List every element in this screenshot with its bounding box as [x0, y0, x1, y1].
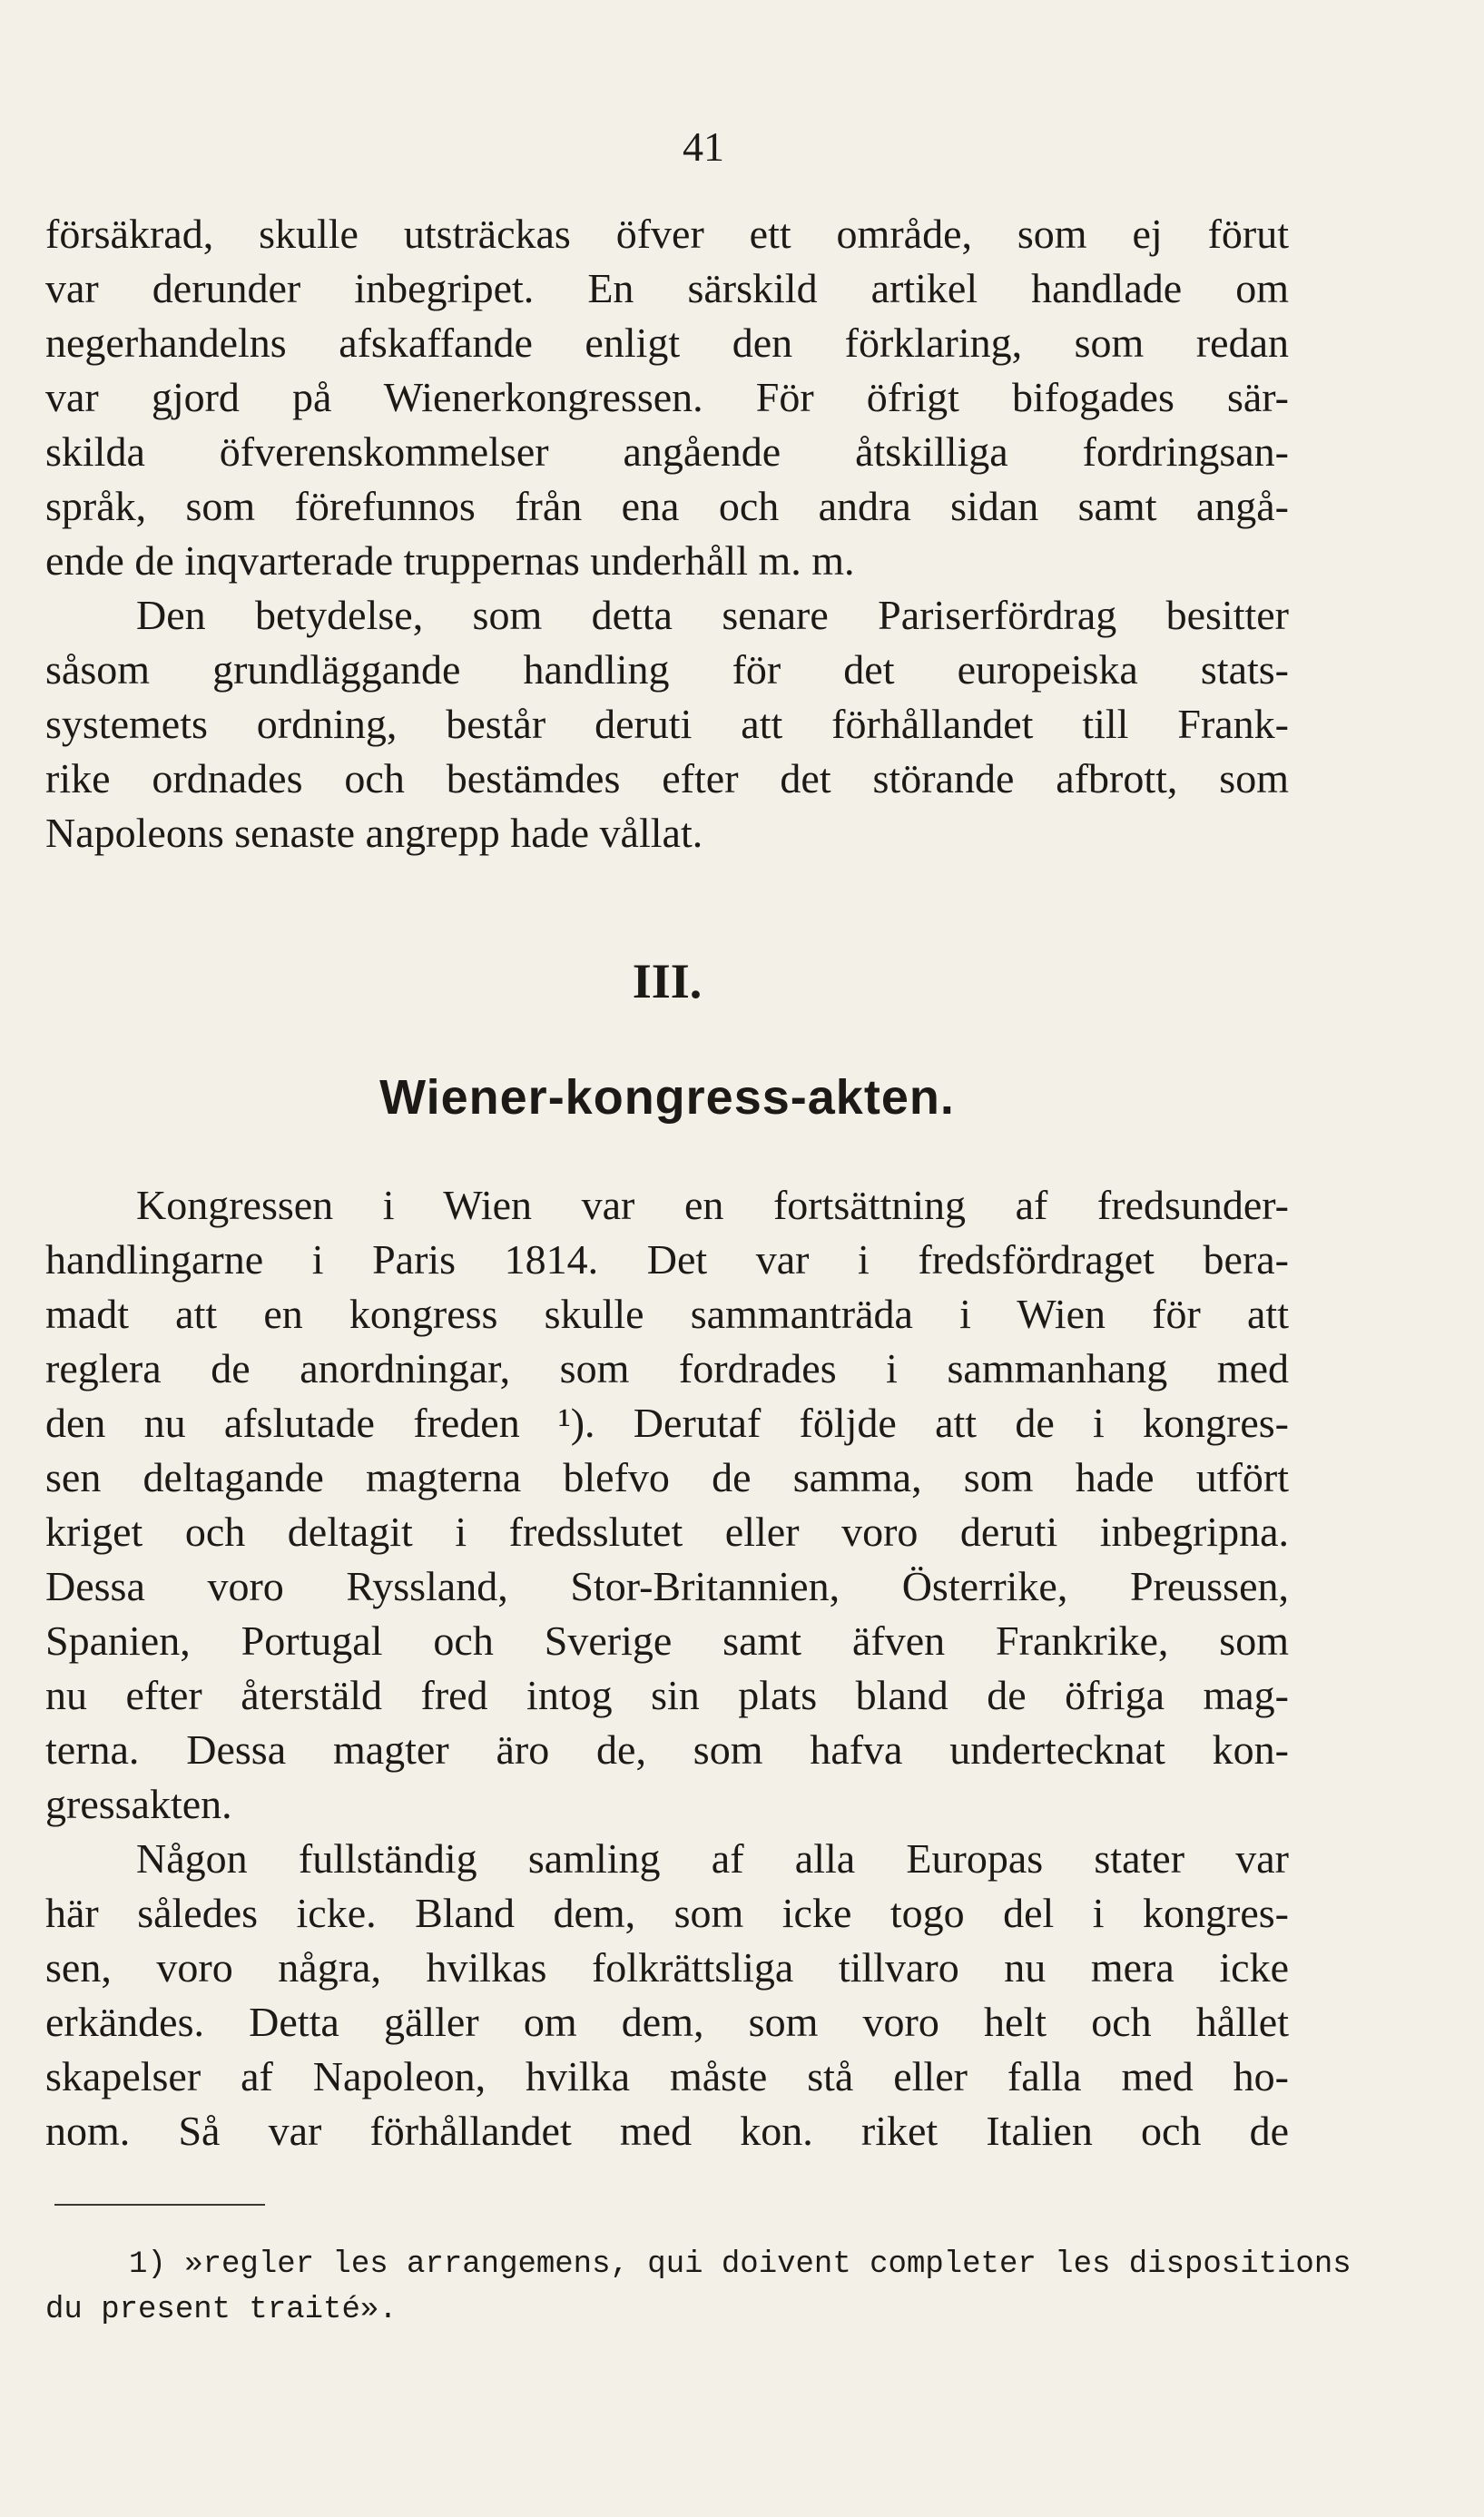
text-line: Kongressen i Wien var en fortsättning af fredsunder- — [136, 1182, 1289, 1228]
text-line: kriget och deltagit i fredsslutet eller voro deruti inbegripna. — [45, 1509, 1289, 1555]
text-line: Dessa voro Ryssland, Stor-Britannien, Österrike, Preussen, — [45, 1563, 1289, 1609]
text-line: gressakten. — [45, 1781, 232, 1827]
text-line: var gjord på Wienerkongressen. För öfrigt bifogades sär- — [45, 374, 1289, 420]
text-line: sen deltagande magterna blefvo de samma, som hade utfört — [45, 1454, 1289, 1500]
text-line: handlingarne i Paris 1814. Det var i fredsfördraget bera- — [45, 1236, 1289, 1283]
text-line: såsom grundläggande handling för det europeiska stats- — [45, 646, 1289, 693]
text-line: negerhandelns afskaffande enligt den förklaring, som redan — [45, 320, 1289, 366]
text-line: Spanien, Portugal och Sverige samt äfven Frankrike, som — [45, 1617, 1289, 1664]
text-line: Den betydelse, som detta senare Pariserfördrag besitter — [136, 592, 1289, 638]
footnote-line: 1) »regler les arrangemens, qui doivent completer les dispositions — [129, 2247, 1351, 2282]
text-line: rike ordnades och bestämdes efter det störande afbrott, som — [45, 755, 1289, 801]
text-line: skilda öfverenskommelser angående åtskilliga fordringsan- — [45, 428, 1289, 475]
section-title: Wiener-kongress-akten. — [379, 1070, 955, 1125]
text-line: nom. Så var förhållandet med kon. riket Italien och de — [45, 2108, 1289, 2154]
text-line: var derunder inbegripet. En särskild artikel handlade om — [45, 265, 1289, 311]
text-line: språk, som förefunnos från ena och andra sidan samt angå- — [45, 483, 1289, 529]
footnote — [45, 2242, 1351, 2333]
text-line: sen, voro några, hvilkas folkrättsliga tillvaro nu mera icke — [45, 1944, 1289, 1991]
text-line: erkändes. Detta gäller om dem, som voro helt och hållet — [45, 1999, 1289, 2045]
body-text-block-2 — [45, 1178, 1289, 2158]
footnote-line: du present traité». — [45, 2293, 398, 2327]
text-line: Någon fullständig samling af alla Europas stater var — [136, 1835, 1289, 1882]
text-line: Napoleons senaste angrepp hade vållat. — [45, 810, 703, 856]
text-line: ende de inqvarterade truppernas underhåll m. m. — [45, 537, 855, 584]
text-line: systemets ordning, består deruti att förhållandet till Frank- — [45, 701, 1289, 747]
text-line: terna. Dessa magter äro de, som hafva undertecknat kon- — [45, 1726, 1289, 1773]
text-line: skapelser af Napoleon, hvilka måste stå eller falla med ho- — [45, 2053, 1289, 2099]
page-number: 41 — [683, 123, 724, 170]
footnote-divider — [54, 2204, 265, 2206]
text-line: reglera de anordningar, som fordrades i sammanhang med — [45, 1345, 1289, 1391]
text-line: här således icke. Bland dem, som icke togo del i kongres- — [45, 1890, 1289, 1936]
text-line: försäkrad, skulle utsträckas öfver ett område, som ej förut — [45, 211, 1289, 257]
text-line: nu efter återstäld fred intog sin plats bland de öfriga mag- — [45, 1672, 1289, 1718]
text-line: den nu afslutade freden ¹). Derutaf följde att de i kongres- — [45, 1400, 1289, 1446]
section-number: III. — [632, 954, 703, 1008]
body-text-block-1 — [45, 207, 1289, 860]
text-line: madt att en kongress skulle sammanträda i Wien för att — [45, 1291, 1289, 1337]
